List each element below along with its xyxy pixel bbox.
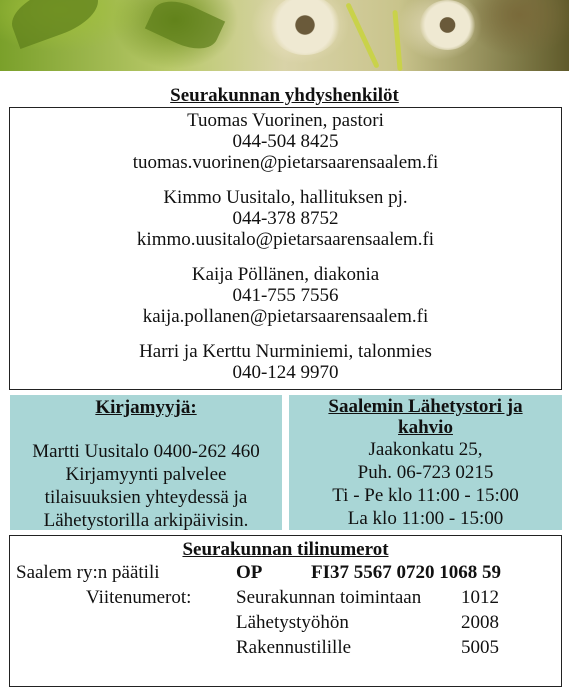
contact-name: Kaija Pöllänen, diakonia	[191, 264, 380, 285]
contact-name: Harri ja Kerttu Nurminiemi, talonmies	[139, 341, 432, 362]
contacts-box	[9, 107, 562, 390]
reference-label: Viitenumerot:	[86, 587, 192, 608]
account-iban: FI37 5567 0720 1068 59	[311, 562, 501, 583]
contact-name: Tuomas Vuorinen, pastori	[187, 110, 384, 131]
contact-phone[interactable]: 041-755 7556	[232, 285, 339, 306]
contact-email[interactable]: tuomas.vuorinen@pietarsaarensaalem.fi	[132, 152, 439, 173]
accounts-heading: Seurakunnan tilinumerot	[182, 539, 389, 560]
reference-number: 1012	[461, 587, 499, 608]
reference-row	[10, 610, 561, 635]
accounts-box	[9, 535, 562, 687]
bookseller-heading: Kirjamyyjä:	[95, 397, 197, 418]
contact-email[interactable]: kaija.pollanen@pietarsaarensaalem.fi	[142, 306, 429, 327]
bookseller-line: Lähetystorilla arkipäivisin.	[43, 510, 249, 531]
contact-person	[10, 110, 561, 173]
reference-row	[10, 585, 561, 610]
mission-store-panel	[289, 395, 562, 530]
header-banner-image	[0, 0, 569, 71]
main-account-row	[10, 560, 561, 585]
contact-phone[interactable]: 044-504 8425	[232, 131, 339, 152]
contact-person	[10, 264, 561, 327]
reference-number: 5005	[461, 637, 499, 658]
bookseller-line: Martti Uusitalo 0400-262 460	[32, 441, 260, 462]
mission-store-heading: Saalemin Lähetystori ja kahvio	[328, 396, 523, 438]
reference-purpose: Rakennustilille	[236, 637, 352, 658]
bookseller-line: Kirjamyynti palvelee	[65, 464, 227, 485]
contact-name: Kimmo Uusitalo, hallituksen pj.	[163, 187, 408, 208]
contact-person	[10, 341, 561, 383]
main-account-label: Saalem ry:n päätili	[16, 562, 160, 583]
contacts-heading: Seurakunnan yhdyshenkilöt	[170, 85, 399, 106]
bookseller-line: tilaisuuksien yhteydessä ja	[44, 487, 248, 508]
reference-purpose: Lähetystyöhön	[236, 612, 349, 633]
contact-phone[interactable]: 044-378 8752	[232, 208, 339, 229]
info-columns	[10, 395, 562, 530]
contact-email[interactable]: kimmo.uusitalo@pietarsaarensaalem.fi	[136, 229, 435, 250]
mission-store-line: Jaakonkatu 25,	[368, 439, 483, 460]
contact-phone[interactable]: 040-124 9970	[232, 362, 339, 383]
reference-row	[10, 635, 561, 660]
reference-number: 2008	[461, 612, 499, 633]
mission-store-line[interactable]: Puh. 06-723 0215	[357, 462, 494, 483]
mission-store-line: Ti - Pe klo 11:00 - 15:00	[332, 485, 519, 506]
contact-person	[10, 187, 561, 250]
reference-purpose: Seurakunnan toimintaan	[236, 587, 422, 608]
mission-store-line: La klo 11:00 - 15:00	[347, 508, 504, 529]
bank-name: OP	[236, 562, 263, 583]
bookseller-panel	[10, 395, 282, 530]
